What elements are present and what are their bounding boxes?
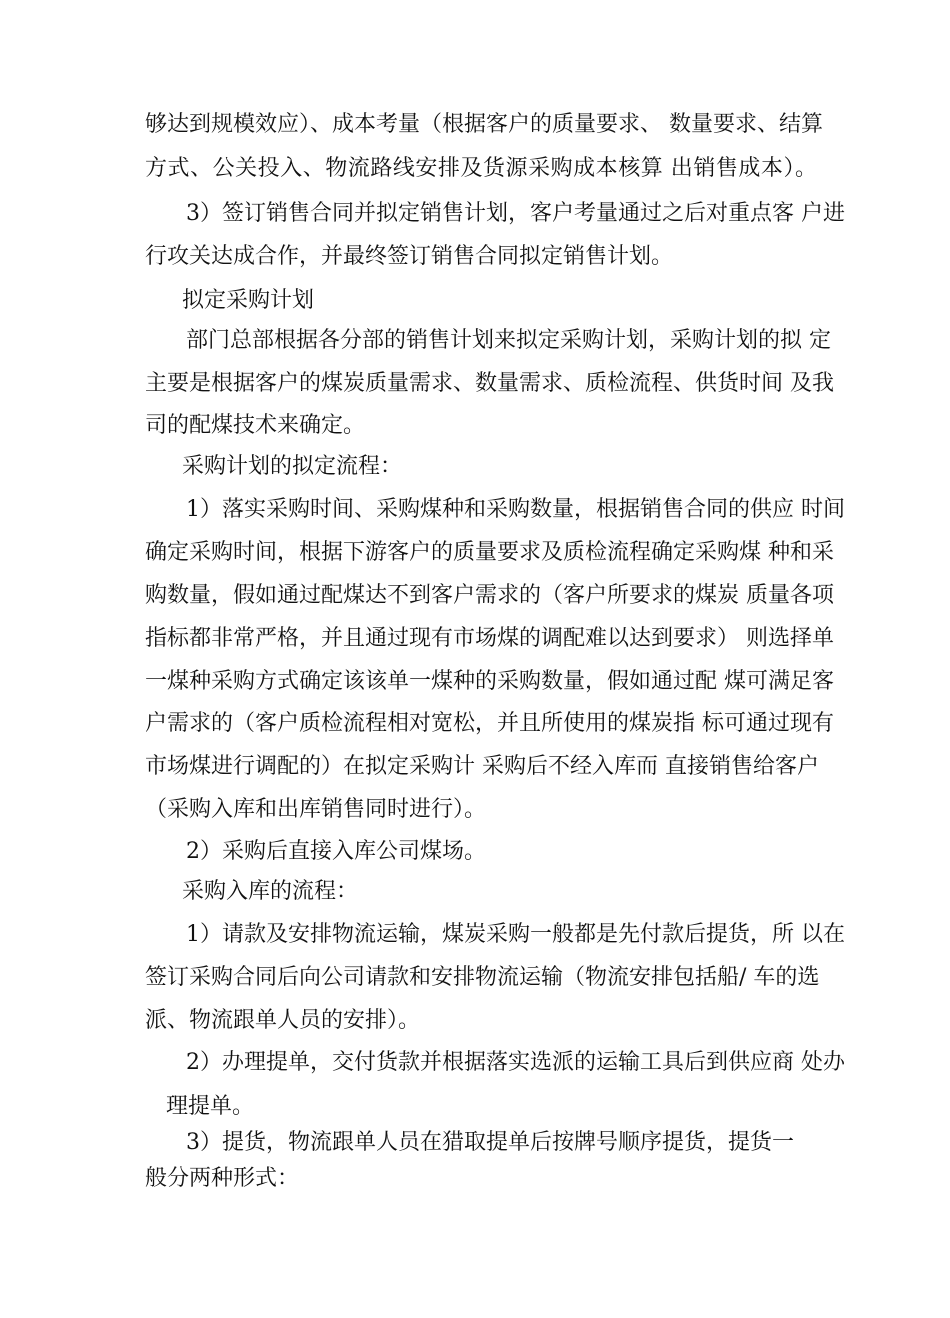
subheading: 采购入库的流程： bbox=[182, 879, 359, 904]
paragraph-line: 一煤种采购方式确定该该单一煤种的采购数量，假如通过配 煤可满足客 bbox=[145, 669, 834, 694]
paragraph-line: 1）请款及安排物流运输，煤炭采购一般都是先付款后提货，所 以在 bbox=[186, 922, 845, 947]
paragraph-line: 主要是根据客户的煤炭质量需求、数量需求、质检流程、供货时间 及我 bbox=[145, 371, 834, 396]
paragraph-line: 户需求的（客户质检流程相对宽松，并且所使用的煤炭指 标可通过现有 bbox=[145, 711, 834, 736]
paragraph-line: 指标都非常严格，并且通过现有市场煤的调配难以达到要求） 则选择单 bbox=[145, 626, 834, 651]
paragraph-line: 3）提货，物流跟单人员在猎取提单后按牌号顺序提货，提货一 bbox=[186, 1130, 794, 1155]
paragraph-line: 司的配煤技术来确定。 bbox=[145, 413, 366, 438]
paragraph-line: 般分两种形式： bbox=[145, 1166, 300, 1191]
paragraph-line: 方式、公关投入、物流路线安排及货源采购成本核算 出销售成本）。 bbox=[145, 156, 817, 181]
paragraph-line: 2）采购后直接入库公司煤场。 bbox=[186, 839, 486, 864]
paragraph-line: 1）落实采购时间、采购煤种和采购数量，根据销售合同的供应 时间 bbox=[186, 497, 845, 522]
paragraph-line: 购数量，假如通过配煤达不到客户需求的（客户所要求的煤炭 质量各项 bbox=[145, 583, 834, 608]
subheading: 采购计划的拟定流程： bbox=[182, 454, 403, 479]
paragraph-line: 部门总部根据各分部的销售计划来拟定采购计划，采购计划的拟 定 bbox=[186, 328, 831, 353]
paragraph-line: 签订采购合同后向公司请款和安排物流运输（物流安排包括船/ 车的选 bbox=[145, 965, 820, 990]
paragraph-line: （采购入库和出库销售同时进行）。 bbox=[145, 797, 487, 822]
paragraph-line: 确定采购时间，根据下游客户的质量要求及质检流程确定采购煤 种和采 bbox=[145, 540, 834, 565]
paragraph-line: 派、物流跟单人员的安排）。 bbox=[145, 1008, 421, 1033]
paragraph-line: 市场煤进行调配的）在拟定采购计 采购后不经入库而 直接销售给客户 bbox=[145, 754, 819, 779]
paragraph-line: 3）签订销售合同并拟定销售计划，客户考量通过之后对重点客 户进 bbox=[186, 201, 845, 226]
paragraph-line: 行攻关达成合作，并最终签订销售合同拟定销售计划。 bbox=[145, 244, 674, 269]
paragraph-line: 够达到规模效应）、成本考量（根据客户的质量要求、 数量要求、结算 bbox=[145, 112, 823, 137]
paragraph-line: 理提单。 bbox=[166, 1094, 255, 1119]
paragraph-line: 2）办理提单，交付货款并根据落实选派的运输工具后到供应商 处办 bbox=[186, 1050, 845, 1075]
section-heading: 拟定采购计划 bbox=[182, 288, 315, 313]
